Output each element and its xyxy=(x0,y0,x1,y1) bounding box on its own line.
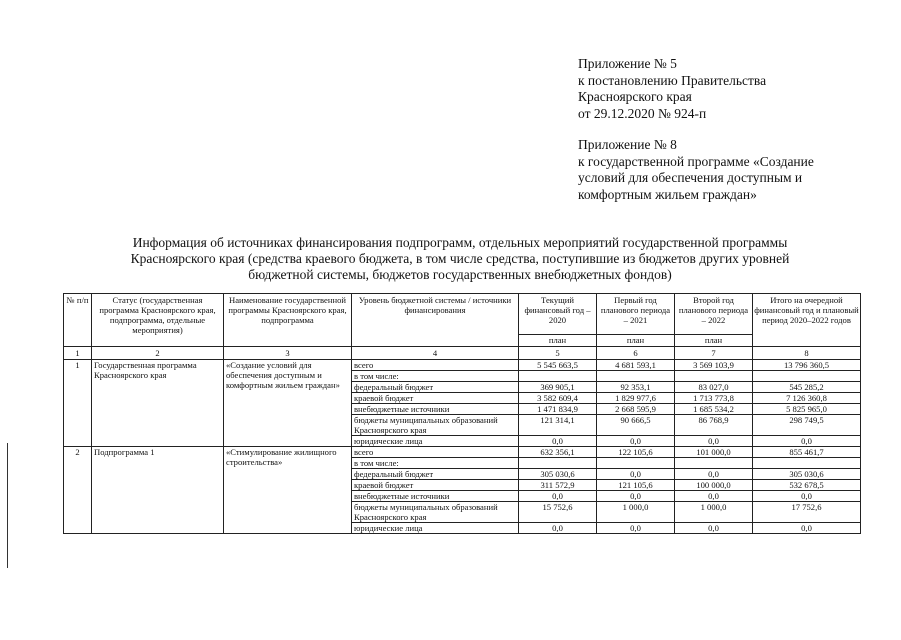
scan-edge-mark xyxy=(7,443,8,568)
value-total: 0,0 xyxy=(753,523,861,534)
value-2022 xyxy=(675,458,753,469)
appendix-5-line: Приложение № 5 xyxy=(578,56,677,71)
value-2020: 15 752,6 xyxy=(519,502,597,523)
heading-line: бюджетной системы, бюджетов государственных внебюджетных фондов) xyxy=(248,267,672,282)
value-2020: 0,0 xyxy=(519,436,597,447)
col-number: 1 xyxy=(64,347,92,360)
value-2021: 90 666,5 xyxy=(597,415,675,436)
row-num: 1 xyxy=(64,360,92,447)
row-source: внебюджетные источники xyxy=(352,404,519,415)
value-2021: 0,0 xyxy=(597,523,675,534)
value-2020: 0,0 xyxy=(519,491,597,502)
value-2020 xyxy=(519,371,597,382)
col-number: 7 xyxy=(675,347,753,360)
value-2022: 0,0 xyxy=(675,491,753,502)
value-2020: 3 582 609,4 xyxy=(519,393,597,404)
header-plan-label: план xyxy=(597,334,675,345)
header-plan-label: план xyxy=(675,334,753,345)
header-num: № п/п xyxy=(64,294,92,347)
value-total: 532 678,5 xyxy=(753,480,861,491)
value-2021: 0,0 xyxy=(597,469,675,480)
value-2020: 311 572,9 xyxy=(519,480,597,491)
value-2022: 86 768,9 xyxy=(675,415,753,436)
row-source: бюджеты муниципальных образований Красноярского края xyxy=(352,415,519,436)
value-total: 305 030,6 xyxy=(753,469,861,480)
value-total: 17 752,6 xyxy=(753,502,861,523)
value-2021: 92 353,1 xyxy=(597,382,675,393)
column-number-row xyxy=(64,347,861,360)
header-level: Уровень бюджетной системы / источники финансирования xyxy=(352,294,519,347)
value-2022: 100 000,0 xyxy=(675,480,753,491)
col-number: 3 xyxy=(224,347,352,360)
value-2022: 1 713 773,8 xyxy=(675,393,753,404)
header-year-2022 xyxy=(675,294,753,347)
value-total: 855 461,7 xyxy=(753,447,861,458)
value-2021 xyxy=(597,371,675,382)
table-row xyxy=(64,360,861,371)
value-total: 7 126 360,8 xyxy=(753,393,861,404)
value-total: 5 825 965,0 xyxy=(753,404,861,415)
value-total: 298 749,5 xyxy=(753,415,861,436)
row-status: Государственная программа Красноярского края xyxy=(92,360,224,447)
row-num: 2 xyxy=(64,447,92,534)
value-2022: 83 027,0 xyxy=(675,382,753,393)
row-source: бюджеты муниципальных образований Красноярского края xyxy=(352,502,519,523)
value-2020: 632 356,1 xyxy=(519,447,597,458)
row-status: Подпрограмма 1 xyxy=(92,447,224,534)
header-year-2022-label: Второй год планового периода – 2022 xyxy=(678,295,749,325)
value-2021: 4 681 593,1 xyxy=(597,360,675,371)
value-2021: 0,0 xyxy=(597,491,675,502)
header-status: Статус (государственная программа Красноярского края, подпрограмма, отдельные мероприятия) xyxy=(92,294,224,347)
header-name: Наименование государственной программы Красноярского края, подпрограмма xyxy=(224,294,352,347)
header-year-2020-label: Текущий финансовый год – 2020 xyxy=(524,295,591,325)
row-source: краевой бюджет xyxy=(352,480,519,491)
row-source: всего xyxy=(352,447,519,458)
appendix-8-line: к государственной программе «Создание xyxy=(578,153,814,169)
row-program-name: «Стимулирование жилищного строительства» xyxy=(224,447,352,534)
appendix-8-line: условий для обеспечения доступным и xyxy=(578,170,803,185)
heading-line: Информация об источниках финансирования подпрограмм, отдельных мероприятий государственной программы xyxy=(132,235,788,250)
value-2022: 0,0 xyxy=(675,523,753,534)
value-2022: 101 000,0 xyxy=(675,447,753,458)
row-source: краевой бюджет xyxy=(352,393,519,404)
value-2021: 1 000,0 xyxy=(597,502,675,523)
col-number: 6 xyxy=(597,347,675,360)
row-source: федеральный бюджет xyxy=(352,382,519,393)
col-number: 5 xyxy=(519,347,597,360)
value-2021: 1 829 977,6 xyxy=(597,393,675,404)
row-source: федеральный бюджет xyxy=(352,469,519,480)
value-2020: 121 314,1 xyxy=(519,415,597,436)
appendix-8-line: комфортным жильем граждан» xyxy=(578,186,757,202)
value-2021: 121 105,6 xyxy=(597,480,675,491)
document-heading xyxy=(60,235,860,283)
row-source: всего xyxy=(352,360,519,371)
value-2022 xyxy=(675,371,753,382)
value-total: 13 796 360,5 xyxy=(753,360,861,371)
appendix-8-block xyxy=(578,137,878,203)
appendix-8-line: Приложение № 8 xyxy=(578,137,677,152)
value-total: 545 285,2 xyxy=(753,382,861,393)
value-2022: 3 569 103,9 xyxy=(675,360,753,371)
value-2022: 1 000,0 xyxy=(675,502,753,523)
row-source: в том числе: xyxy=(352,371,519,382)
row-source: внебюджетные источники xyxy=(352,491,519,502)
value-total: 0,0 xyxy=(753,436,861,447)
header-year-2020 xyxy=(519,294,597,347)
value-2022: 0,0 xyxy=(675,436,753,447)
header-plan-label: план xyxy=(519,334,597,345)
header-year-2021-label: Первый год планового периода – 2021 xyxy=(600,295,671,325)
table-row xyxy=(64,447,861,458)
value-total xyxy=(753,458,861,469)
value-2021: 2 668 595,9 xyxy=(597,404,675,415)
appendix-5-block xyxy=(578,56,878,122)
value-2021: 0,0 xyxy=(597,436,675,447)
value-2022: 1 685 534,2 xyxy=(675,404,753,415)
value-2020: 0,0 xyxy=(519,523,597,534)
appendix-5-line: к постановлению Правительства xyxy=(578,72,767,88)
appendix-5-line: от 29.12.2020 № 924-п xyxy=(578,105,707,121)
financing-table xyxy=(63,293,861,534)
value-2020: 305 030,6 xyxy=(519,469,597,480)
row-source: юридические лица xyxy=(352,523,519,534)
value-2020 xyxy=(519,458,597,469)
appendix-5-line: Красноярского края xyxy=(578,89,692,104)
value-2022: 0,0 xyxy=(675,469,753,480)
row-source: юридические лица xyxy=(352,436,519,447)
row-program-name: «Создание условий для обеспечения доступным и комфортным жильем граждан» xyxy=(224,360,352,447)
value-total: 0,0 xyxy=(753,491,861,502)
row-source: в том числе: xyxy=(352,458,519,469)
value-2020: 1 471 834,9 xyxy=(519,404,597,415)
header-total: Итого на очередной финансовый год и плановый период 2020–2022 годов xyxy=(753,294,861,347)
col-number: 8 xyxy=(753,347,861,360)
col-number: 2 xyxy=(92,347,224,360)
header-year-2021 xyxy=(597,294,675,347)
header-row xyxy=(64,294,861,347)
value-2021 xyxy=(597,458,675,469)
value-2020: 5 545 663,5 xyxy=(519,360,597,371)
col-number: 4 xyxy=(352,347,519,360)
value-2020: 369 905,1 xyxy=(519,382,597,393)
value-total xyxy=(753,371,861,382)
heading-line: Красноярского края (средства краевого бюджета, в том числе средства, поступившие из бюджетов других уровней xyxy=(130,251,790,266)
value-2021: 122 105,6 xyxy=(597,447,675,458)
